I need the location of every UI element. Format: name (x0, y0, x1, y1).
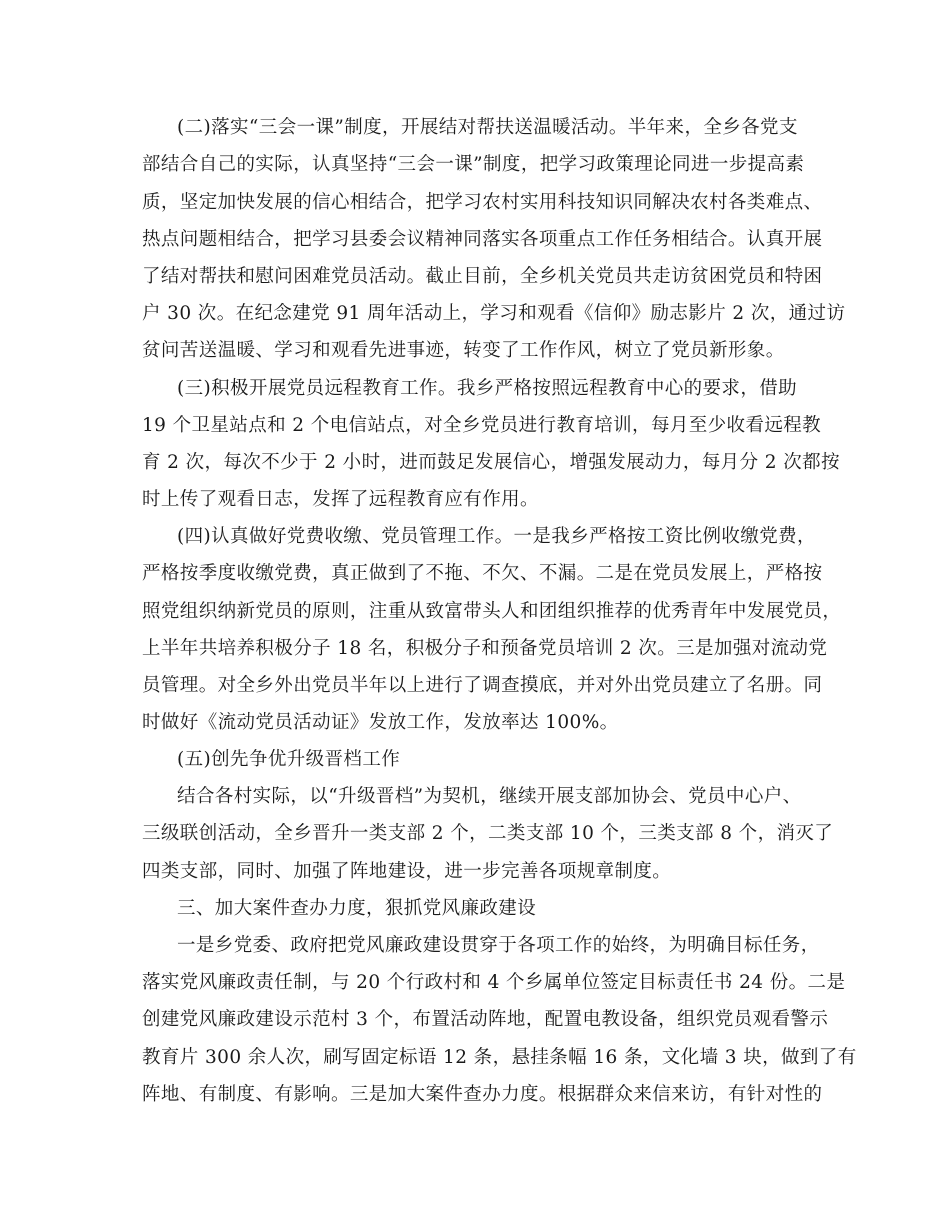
text-line: 落实党风廉政责任制，与 20 个行政村和 4 个乡属单位签定目标责任书 24 份。二是 (142, 972, 846, 993)
text-line: 创建党风廉政建设示范村 3 个，布置活动阵地，配置电教设备，组织党员观看警示 (142, 1009, 829, 1030)
text-line: 一是乡党委、政府把党风廉政建设贯穿于各项工作的始终，为明确目标任务， (177, 935, 820, 956)
text-line: 贫问苦送温暖、学习和观看先进事迹，转变了工作作风，树立了党员新形象。 (142, 340, 785, 361)
text-line: 热点问题相结合，把学习县委会议精神同落实各项重点工作任务相结合。认真开展 (142, 229, 823, 250)
text-line: (五)创先争优升级晋档工作 (177, 749, 401, 770)
text-line: (二)落实“三会一课”制度，开展结对帮扶送温暖活动。半年来，全乡各党支 (177, 117, 798, 138)
text-line: 阵地、有制度、有影响。三是加大案件查办力度。根据群众来信来访，有针对性的 (142, 1084, 823, 1105)
text-line: 员管理。对全乡外出党员半年以上进行了调查摸底，并对外出党员建立了名册。同 (142, 675, 823, 696)
text-line: 了结对帮扶和慰问困难党员活动。截止目前，全乡机关党员共走访贫困党员和特困 (142, 266, 823, 287)
text-line: 部结合自己的实际，认真坚持“三会一课”制度，把学习政策理论同进一步提高素 (142, 154, 805, 175)
text-line: 教育片 300 余人次，刷写固定标语 12 条，悬挂条幅 16 条，文化墙 3 块，做到了有 (142, 1047, 857, 1068)
text-line: 结合各村实际，以“升级晋档”为契机，继续开展支部加协会、党员中心户、 (177, 786, 802, 807)
text-line: (四)认真做好党费收缴、党员管理工作。一是我乡严格按工资比例收缴党费， (177, 526, 816, 547)
text-line: 19 个卫星站点和 2 个电信站点，对全乡党员进行教育培训，每月至少收看远程教 (142, 415, 822, 436)
text-line: 户 30 次。在纪念建党 91 周年活动上，学习和观看《信仰》励志影片 2 次，通过访 (142, 303, 846, 324)
text-line: 育 2 次，每次不少于 2 小时，进而鼓足发展信心，增强发展动力，每月分 2 次都按 (142, 452, 840, 473)
text-line: (三)积极开展党员远程教育工作。我乡严格按照远程教育中心的要求，借助 (177, 378, 798, 399)
text-line: 质，坚定加快发展的信心相结合，把学习农村实用科技知识同解决农村各类难点、 (142, 192, 823, 213)
text-line: 时上传了观看日志，发挥了远程教育应有作用。 (142, 489, 539, 510)
text-line: 三级联创活动，全乡晋升一类支部 2 个，二类支部 10 个，三类支部 8 个，消灭了 (142, 823, 834, 844)
text-line: 时做好《流动党员活动证》发放工作，发放率达 100%。 (142, 712, 619, 733)
text-line: 照党组织纳新党员的原则，注重从致富带头人和团组织推荐的优秀青年中发展党员， (142, 601, 842, 622)
text-line: 严格按季度收缴党费，真正做到了不拖、不欠、不漏。二是在党员发展上，严格按 (142, 563, 823, 584)
text-line: 三、加大案件查办力度，狠抓党风廉政建设 (177, 898, 537, 919)
text-line: 上半年共培养积极分子 18 名，积极分子和预备党员培训 2 次。三是加强对流动党 (142, 638, 828, 659)
text-line: 四类支部，同时、加强了阵地建设，进一步完善各项规章制度。 (142, 861, 672, 882)
